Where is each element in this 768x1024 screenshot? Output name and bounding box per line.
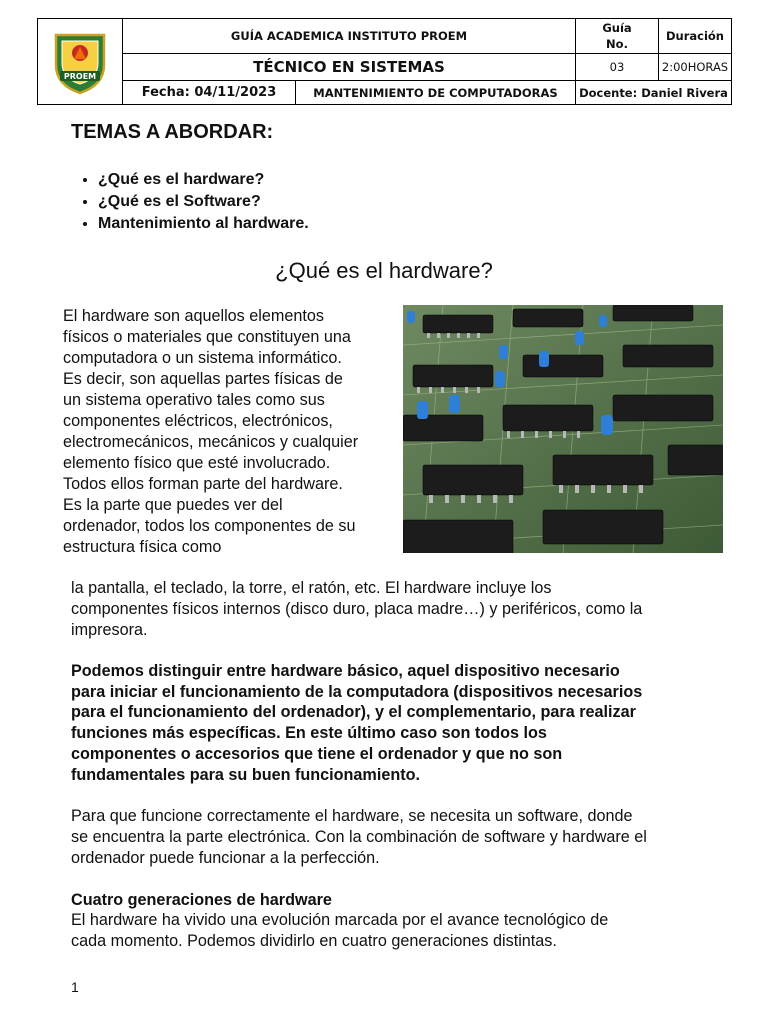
logo-cell — [38, 19, 123, 105]
guide-title: GUÍA ACADEMICA INSTITUTO PROEM — [123, 19, 576, 54]
svg-text:PROEM: PROEM — [63, 71, 97, 81]
section-heading: ¿Qué es el hardware? — [275, 258, 493, 283]
date-field: Fecha: 04/11/2023 — [123, 81, 296, 105]
paragraph-3: Para que funcione correctamente el hardware, se necesita un software, donde se encuentra la parte electrónica. Con la combinación de software y hardware el ordenador puede funcionar a la perfección. — [71, 807, 647, 867]
topics-heading: TEMAS A ABORDAR: — [71, 121, 274, 143]
topics-list — [76, 169, 309, 235]
program-title: TÉCNICO EN SISTEMAS — [123, 54, 576, 81]
circuit-board-image — [403, 305, 723, 553]
guide-no-label: Guía No. — [576, 19, 659, 54]
paragraph-2: Podemos distinguir entre hardware básico, aquel dispositivo necesario para iniciar el funcionamiento de la computadora (dispositivos necesarios para el funcionamiento del ordenador), y el complementario, para realizar funciones más específicas. En este último caso son todos los componentes o accesorios que tiene el ordenador y que no son fundamentales para su buen funcionamiento. — [71, 662, 643, 784]
generations-paragraph: El hardware ha vivido una evolución marcada por el avance tecnológico de cada momento. Podemos dividirlo en cuatro generaciones distintas. — [71, 911, 609, 950]
guide-number: 03 — [576, 54, 659, 81]
subject-field: MANTENIMIENTO DE COMPUTADORAS — [296, 81, 576, 105]
header-table — [37, 18, 732, 105]
duration-label: Duración — [659, 19, 732, 54]
list-item: • ¿Qué es el Software? — [98, 191, 309, 213]
teacher-field: Docente: Daniel Rivera — [576, 81, 732, 105]
duration-value: 2:00HORAS — [659, 54, 732, 81]
page-number: 1 — [71, 979, 79, 995]
generations-heading: Cuatro generaciones de hardware — [71, 891, 332, 909]
intro-paragraph: El hardware son aquellos elementos físicos o materiales que constituyen una computadora o un sistema informático. Es decir, son aquellas partes físicas de un sistema operativo tales como sus componentes eléctricos, electrónicos, electromecánicos, mecánicos y cualquier elemento físico que esté involucrado. Todos ellos forman parte del hardware. Es la parte que puedes ver del ordenador, todos los componentes de su estructura física como — [63, 307, 359, 556]
paragraph-1: la pantalla, el teclado, la torre, el ratón, etc. El hardware incluye los componentes físicos internos (disco duro, placa madre…) y periféricos, como la impresora. — [71, 579, 643, 639]
proem-logo-icon — [50, 29, 110, 95]
list-item: • Mantenimiento al hardware. — [98, 213, 309, 235]
list-item: • ¿Qué es el hardware? — [98, 169, 309, 191]
